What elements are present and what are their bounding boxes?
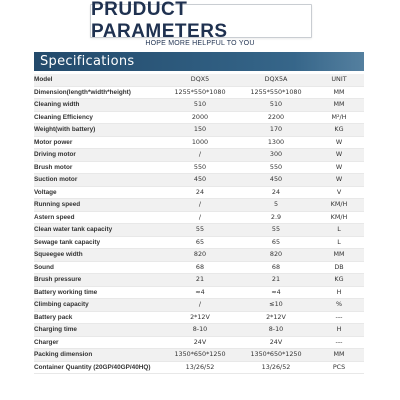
value-dqx5: 550 [162, 161, 238, 174]
value-dqx5: 24V [162, 336, 238, 349]
value-dqx5: 150 [162, 124, 238, 137]
row-unit: KM/H [314, 211, 364, 224]
value-dqx5: / [162, 211, 238, 224]
row-label: Clean water tank capacity [34, 224, 162, 237]
row-label: Charger [34, 336, 162, 349]
row-label: Packing dimension [34, 349, 162, 362]
table-row [34, 274, 364, 287]
row-label: Battery pack [34, 311, 162, 324]
row-label: Cleaning Efficiency [34, 111, 162, 124]
value-dqx5: 55 [162, 224, 238, 237]
section-header-bar [34, 52, 364, 71]
row-unit: H [314, 286, 364, 299]
table-row [34, 224, 364, 237]
row-unit: L [314, 236, 364, 249]
value-dqx5: 450 [162, 174, 238, 187]
value-dqx5a: 300 [238, 149, 314, 162]
row-unit: KG [314, 124, 364, 137]
row-unit: M²/H [314, 111, 364, 124]
row-label: Charging time [34, 324, 162, 337]
row-label: Brush motor [34, 161, 162, 174]
value-dqx5a: 55 [238, 224, 314, 237]
row-label: Container Quantity (20GP/40GP/40HQ) [34, 361, 162, 374]
value-dqx5a: 550 [238, 161, 314, 174]
value-dqx5: 1255*550*1080 [162, 86, 238, 99]
table-row [34, 74, 364, 86]
table-row [34, 174, 364, 187]
value-dqx5: 65 [162, 236, 238, 249]
value-dqx5a: 1255*550*1080 [238, 86, 314, 99]
row-label: Brush pressure [34, 274, 162, 287]
value-dqx5: / [162, 149, 238, 162]
row-label: Motor power [34, 136, 162, 149]
table-row [34, 199, 364, 212]
value-dqx5a: 68 [238, 261, 314, 274]
table-row [34, 211, 364, 224]
value-dqx5a: 65 [238, 236, 314, 249]
table-row [34, 299, 364, 312]
table-row [34, 286, 364, 299]
value-dqx5a: 24V [238, 336, 314, 349]
value-dqx5: 820 [162, 249, 238, 262]
table-row [34, 149, 364, 162]
value-dqx5a: 2.9 [238, 211, 314, 224]
table-row [34, 186, 364, 199]
value-dqx5a: 2*12V [238, 311, 314, 324]
value-dqx5a: ≈4 [238, 286, 314, 299]
value-dqx5: 2000 [162, 111, 238, 124]
section-title: Specifications [40, 54, 135, 69]
row-unit: --- [314, 311, 364, 324]
row-label: Dimension(length*width*height) [34, 86, 162, 99]
row-unit: DB [314, 261, 364, 274]
row-unit: % [314, 299, 364, 312]
value-dqx5a: 1300 [238, 136, 314, 149]
row-label: Sewage tank capacity [34, 236, 162, 249]
value-dqx5a: 170 [238, 124, 314, 137]
table-row [34, 361, 364, 374]
section-header-stripe [294, 52, 364, 71]
value-dqx5: 1350*650*1250 [162, 349, 238, 362]
value-dqx5a: 24 [238, 186, 314, 199]
value-dqx5a: 21 [238, 274, 314, 287]
row-unit: MM [314, 86, 364, 99]
row-label: Battery working time [34, 286, 162, 299]
value-dqx5: 21 [162, 274, 238, 287]
value-dqx5a: 510 [238, 99, 314, 112]
value-dqx5: 8-10 [162, 324, 238, 337]
value-dqx5a: DQX5A [238, 74, 314, 86]
row-unit: MM [314, 249, 364, 262]
row-unit: V [314, 186, 364, 199]
row-label: Sound [34, 261, 162, 274]
title-box [90, 0, 312, 42]
row-label: Squeegee width [34, 249, 162, 262]
table-row [34, 86, 364, 99]
table-row [34, 311, 364, 324]
row-label: Running speed [34, 199, 162, 212]
row-unit: KM/H [314, 199, 364, 212]
row-unit: PCS [314, 361, 364, 374]
table-row [34, 349, 364, 362]
value-dqx5: 2*12V [162, 311, 238, 324]
value-dqx5: 510 [162, 99, 238, 112]
row-label: Cleaning width [34, 99, 162, 112]
row-unit: W [314, 161, 364, 174]
table-row [34, 161, 364, 174]
table-row [34, 99, 364, 112]
value-dqx5: 13/26/52 [162, 361, 238, 374]
value-dqx5a: 5 [238, 199, 314, 212]
value-dqx5: DQX5 [162, 74, 238, 86]
table-row [34, 324, 364, 337]
row-unit: MM [314, 99, 364, 112]
table-row [34, 111, 364, 124]
table-row [34, 236, 364, 249]
table-row [34, 136, 364, 149]
page-subtitle: HOPE MORE HELPFUL TO YOU [145, 40, 255, 47]
row-label: Model [34, 74, 162, 86]
value-dqx5a: 1350*650*1250 [238, 349, 314, 362]
row-unit: L [314, 224, 364, 237]
row-label: Voltage [34, 186, 162, 199]
spec-table-body [34, 74, 364, 374]
row-label: Driving motor [34, 149, 162, 162]
row-unit: KG [314, 274, 364, 287]
value-dqx5a: 13/26/52 [238, 361, 314, 374]
row-label: Astern speed [34, 211, 162, 224]
row-unit: H [314, 324, 364, 337]
value-dqx5: / [162, 299, 238, 312]
row-unit: MM [314, 349, 364, 362]
page-title: PRUDUCT PARAMETERS [91, 0, 228, 42]
value-dqx5: 68 [162, 261, 238, 274]
table-row [34, 261, 364, 274]
spec-table [34, 74, 364, 374]
row-unit: W [314, 149, 364, 162]
value-dqx5: ≈4 [162, 286, 238, 299]
row-unit: W [314, 174, 364, 187]
value-dqx5a: 450 [238, 174, 314, 187]
value-dqx5: 24 [162, 186, 238, 199]
row-label: Weight(with battery) [34, 124, 162, 137]
table-row [34, 336, 364, 349]
value-dqx5a: 8-10 [238, 324, 314, 337]
row-unit: W [314, 136, 364, 149]
row-unit: --- [314, 336, 364, 349]
table-row [34, 249, 364, 262]
value-dqx5: 1000 [162, 136, 238, 149]
value-dqx5a: 820 [238, 249, 314, 262]
row-label: Suction motor [34, 174, 162, 187]
value-dqx5a: 2200 [238, 111, 314, 124]
table-row [34, 124, 364, 137]
row-label: Climbing capacity [34, 299, 162, 312]
value-dqx5: / [162, 199, 238, 212]
value-dqx5a: ≤10 [238, 299, 314, 312]
row-unit: UNIT [314, 74, 364, 86]
